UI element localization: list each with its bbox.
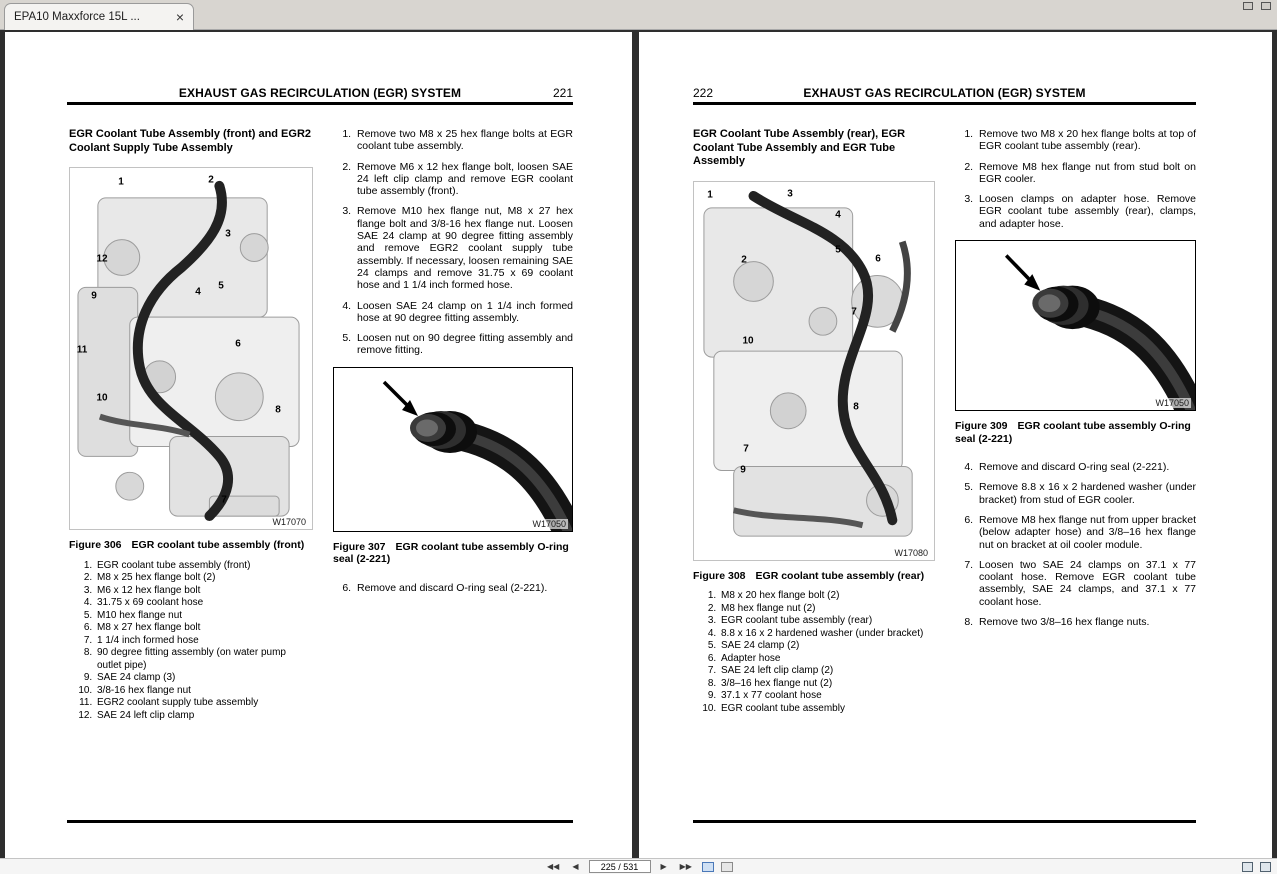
last-page-icon[interactable]: ▶▶ [679, 861, 692, 871]
procedure-steps-continued [333, 582, 573, 594]
legend-item: 1. EGR coolant tube assembly (front) [95, 560, 313, 573]
right-page-column-2 [955, 128, 1196, 636]
procedure-step: 3. Remove M10 hex flange nut, M8 x 27 hex flange bolt and 3/8-16 hex flange nut. Loosen SAE 24 clamp at 90 degree fitting assembly and remove EGR2 coolant supply tube assembly. If necessary, loosen remaining SAE 24 clamps and remove 31.75 x 69 coolant hose and 1 1/4 inch formed hose. [354, 205, 573, 291]
legend-item: 8. 90 degree fitting assembly (on water pump outlet pipe) [95, 647, 313, 672]
page-number-input[interactable] [589, 860, 651, 873]
figure-307-image [333, 367, 573, 532]
legend-item: 7. SAE 24 left clip clamp (2) [719, 665, 935, 678]
figure-watermark: W17070 [272, 517, 306, 527]
callout-number: 5 [835, 244, 841, 255]
right-page-column-1 [693, 128, 935, 715]
callout-number: 9 [91, 290, 97, 302]
figure-308-callouts [694, 182, 934, 560]
footer-rule [693, 820, 1196, 823]
callout-number: 10 [742, 335, 754, 346]
figure-caption-text: EGR coolant tube assembly O-ring seal (2-221) [333, 540, 569, 566]
callout-number: 11 [76, 344, 88, 356]
callout-number: 10 [96, 392, 108, 404]
page-number: 221 [552, 86, 573, 100]
figure-label: Figure 308 [693, 569, 746, 582]
figure-watermark: W17080 [894, 547, 928, 558]
procedure-step: 6. Remove M8 hex flange nut from upper bracket (below adapter hose) and 3/8–16 hex flange nut on bracket at oil cooler module. [976, 514, 1196, 551]
header-rule [67, 102, 573, 105]
procedure-step: 1. Remove two M8 x 20 hex flange bolts at top of EGR coolant tube assembly (rear). [976, 128, 1196, 153]
callout-number: 4 [195, 286, 201, 298]
figure-308-legend [693, 590, 935, 715]
legend-item: 1. M8 x 20 hex flange bolt (2) [719, 590, 935, 603]
procedure-steps [333, 128, 573, 357]
figure-watermark: W17050 [1155, 398, 1189, 409]
legend-item: 6. Adapter hose [719, 653, 935, 666]
legend-item: 2. M8 x 25 hex flange bolt (2) [95, 572, 313, 585]
window-maximize-icon[interactable] [1261, 2, 1271, 10]
figure-caption-text: EGR coolant tube assembly (front) [131, 539, 305, 551]
corner-buttons [1242, 862, 1271, 872]
window-restore-icon[interactable] [1243, 2, 1253, 10]
figure-306-callouts [70, 168, 312, 529]
legend-item: 2. M8 hex flange nut (2) [719, 603, 935, 616]
legend-item: 10. EGR coolant tube assembly [719, 703, 935, 716]
figure-309-caption [955, 420, 1196, 445]
legend-item: 4. 8.8 x 16 x 2 hardened washer (under bracket) [719, 628, 935, 641]
document-tab[interactable] [4, 3, 194, 30]
figure-308-image [693, 181, 935, 561]
legend-item: 5. M10 hex flange nut [95, 610, 313, 623]
single-page-view-icon[interactable] [721, 862, 733, 872]
oring-seal-art [956, 241, 1195, 410]
callout-number: 1 [118, 176, 124, 188]
legend-item: 9. 37.1 x 77 coolant hose [719, 690, 935, 703]
callout-number: 7 [743, 443, 749, 454]
procedure-step: 5. Loosen nut on 90 degree fitting assembly and remove fitting. [354, 332, 573, 357]
legend-item: 4. 31.75 x 69 coolant hose [95, 597, 313, 610]
tab-close-icon[interactable]: × [175, 9, 184, 25]
figure-306-image [69, 167, 313, 530]
figure-label: Figure 309 [955, 420, 1008, 433]
legend-item: 3. M6 x 12 hex flange bolt [95, 585, 313, 598]
legend-item: 8. 3/8–16 hex flange nut (2) [719, 678, 935, 691]
procedure-step: 5. Remove 8.8 x 16 x 2 hardened washer (under bracket) from stud of EGR cooler. [976, 481, 1196, 506]
tab-bar [0, 0, 1277, 30]
callout-number: 9 [740, 464, 746, 475]
page-number: 222 [693, 86, 714, 100]
legend-item: 7. 1 1/4 inch formed hose [95, 635, 313, 648]
callout-number: 2 [208, 174, 214, 186]
procedure-step: 2. Remove M8 hex flange nut from stud bolt on EGR cooler. [976, 161, 1196, 186]
procedure-step: 8. Remove two 3/8–16 hex flange nuts. [976, 616, 1196, 628]
figure-308-caption [693, 570, 935, 583]
figure-caption-text: EGR coolant tube assembly O-ring seal (2-221) [955, 420, 1191, 445]
next-page-icon[interactable]: ▶ [660, 861, 667, 871]
figure-label: Figure 306 [69, 539, 122, 551]
procedure-step: 2. Remove M6 x 12 hex flange bolt, loosen SAE 24 left clip clamp and remove EGR coolant tube assembly (front). [354, 161, 573, 198]
facing-pages-view-icon[interactable] [702, 862, 714, 872]
callout-number: 5 [218, 280, 224, 292]
callout-number: 7 [221, 494, 227, 506]
oring-seal-art [334, 368, 572, 531]
legend-item: 9. SAE 24 clamp (3) [95, 672, 313, 685]
procedure-step: 4. Remove and discard O-ring seal (2-221). [976, 461, 1196, 473]
figure-309-image [955, 240, 1196, 411]
figure-label: Figure 307 [333, 540, 386, 553]
procedure-step: 7. Loosen two SAE 24 clamps on 37.1 x 77 coolant hose. Remove EGR coolant tube assembly, SAE 24 clamps, and 37.1 x 77 coolant hose. [976, 559, 1196, 608]
legend-item: 5. SAE 24 clamp (2) [719, 640, 935, 653]
page-221 [5, 32, 632, 858]
tab-title: EPA10 Maxxforce 15L ... [14, 11, 140, 23]
bottom-toolbar [0, 858, 1277, 874]
section-heading: EGR Coolant Tube Assembly (rear), EGR Coolant Tube Assembly and EGR Tube Assembly [693, 128, 906, 167]
legend-item: 6. M8 x 27 hex flange bolt [95, 622, 313, 635]
callout-number: 6 [875, 253, 881, 264]
callout-number: 7 [851, 306, 857, 317]
legend-item: 11. EGR2 coolant supply tube assembly [95, 697, 313, 710]
figure-307-caption [333, 541, 573, 566]
callout-number: 1 [707, 189, 713, 200]
figure-watermark: W17050 [532, 518, 566, 529]
callout-number: 3 [787, 188, 793, 199]
page-header-title: EXHAUST GAS RECIRCULATION (EGR) SYSTEM [178, 86, 462, 100]
callout-number: 8 [275, 404, 281, 416]
callout-number: 8 [853, 401, 859, 412]
figure-306-legend [69, 560, 313, 723]
legend-item: 12. SAE 24 left clip clamp [95, 710, 313, 723]
procedure-step: 1. Remove two M8 x 25 hex flange bolts at EGR coolant tube assembly. [354, 128, 573, 153]
callout-number: 3 [225, 228, 231, 240]
callout-number: 4 [835, 209, 841, 220]
procedure-step: 6. Remove and discard O-ring seal (2-221). [354, 582, 573, 594]
window-controls [1243, 2, 1271, 10]
first-page-icon[interactable]: ◀◀ [547, 861, 560, 871]
figure-caption-text: EGR coolant tube assembly (rear) [755, 569, 925, 582]
callout-number: 6 [235, 338, 241, 350]
page-header-title: EXHAUST GAS RECIRCULATION (EGR) SYSTEM [803, 86, 1086, 100]
page-222 [639, 32, 1272, 858]
procedure-step: 4. Loosen SAE 24 clamp on 1 1/4 inch formed hose at 90 degree fitting assembly. [354, 300, 573, 325]
left-page-column-1 [69, 128, 313, 722]
figure-306-caption [69, 539, 313, 552]
footer-rule [67, 820, 573, 823]
procedure-steps-continued [955, 461, 1196, 628]
previous-page-icon[interactable]: ◀ [572, 861, 579, 871]
procedure-steps [955, 128, 1196, 230]
fit-width-icon[interactable] [1242, 862, 1253, 872]
legend-item: 10. 3/8-16 hex flange nut [95, 685, 313, 698]
document-canvas[interactable] [0, 30, 1277, 858]
callout-number: 2 [741, 254, 747, 265]
legend-item: 3. EGR coolant tube assembly (rear) [719, 615, 935, 628]
header-rule [693, 102, 1196, 105]
fullscreen-icon[interactable] [1260, 862, 1271, 872]
callout-number: 12 [96, 253, 108, 265]
left-page-column-2 [333, 128, 573, 602]
procedure-step: 3. Loosen clamps on adapter hose. Remove EGR coolant tube assembly (rear), clamps, and adapter hose. [976, 193, 1196, 230]
section-heading: EGR Coolant Tube Assembly (front) and EGR2 Coolant Supply Tube Assembly [69, 128, 312, 154]
